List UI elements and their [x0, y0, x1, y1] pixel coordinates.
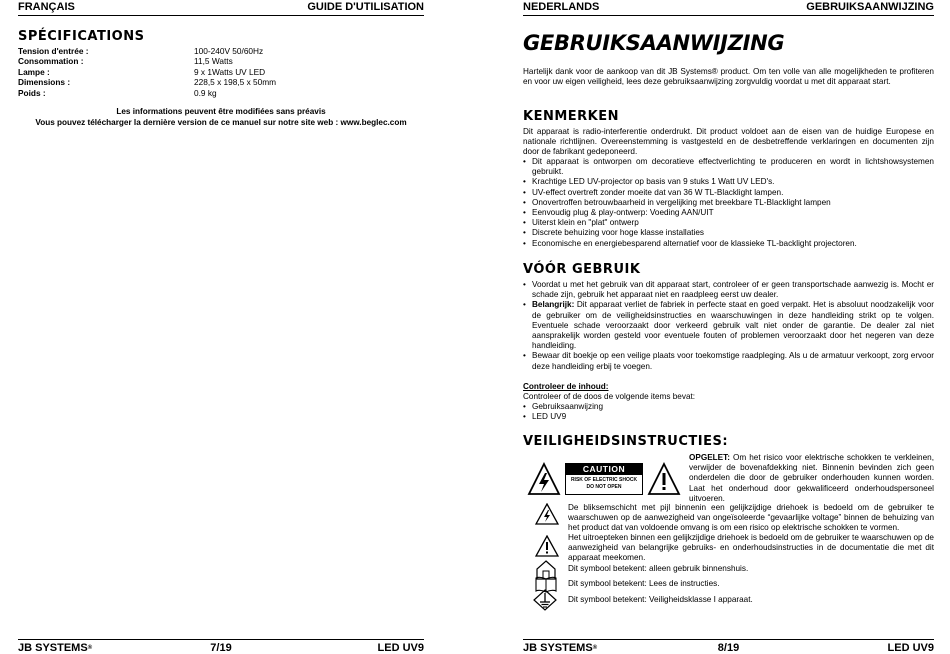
spec-key: Poids :: [18, 87, 46, 98]
list-item: • UV-effect overtreft zonder moeite dat van 36 W TL-Blacklight lampen.: [523, 188, 934, 198]
spec-value: 0.9 kg: [194, 87, 217, 98]
caution-label: CAUTION: [566, 464, 642, 475]
spec-value: 228,5 x 198,5 x 50mm: [194, 77, 277, 88]
footer-page-number: 7/19: [210, 642, 232, 654]
footer-brand: JB SYSTEMS®: [18, 642, 93, 654]
safety-class-icon: [533, 589, 557, 611]
lightning-warning-icon: [527, 462, 561, 496]
list-item: • Voordat u met het gebruik van dit apparaat start, controleer of er geen transportschade aanwezig is. Mocht er schade zijn, gebruik het apparaat niet en raadpleeg eerst uw dealer.: [523, 280, 934, 300]
indoor-symbol-text: Dit symbool betekent: alleen gebruik binnenshuis.: [568, 564, 749, 573]
manual-title: GEBRUIKSAANWIJZING: [523, 31, 785, 55]
specifications-heading: SPÉCIFICATIONS: [18, 29, 145, 44]
read-instructions-symbol-text: Dit symbool betekent: Lees de instructies.: [568, 579, 720, 588]
exclamation-symbol-text: Het uitroepteken binnen een gelijkzijdige driehoek is bedoeld om de gebruiker te waarschuwen op de aanwezigheid van belangrijke gebruiks- en onderhoudsinstructies in de documentatie die met dit apparaat meekomen.: [568, 533, 934, 563]
spec-value: 9 x 1Watts UV LED: [194, 66, 266, 77]
list-item: • Krachtige LED UV-projector op basis van 9 stuks 1 Watt UV LED's.: [523, 177, 934, 187]
intro-paragraph: Hartelijk dank voor de aankoop van dit JB Systems® product. Om ten volle van alle mogelijkheden te profiteren en voor uw eigen veiligheid, lees deze gebruiksaanwijzing zorgvuldig voordat u met dit apparaat start.: [523, 67, 934, 87]
safety-class-symbol-text: Dit symbool betekent: Veiligheidsklasse I apparaat.: [568, 595, 753, 604]
footer-page-number: 8/19: [717, 642, 740, 654]
kenmerken-heading: KENMERKEN: [523, 109, 619, 124]
list-item: • Economische en energiebesparend alternatief voor de klassieke TL-backlight projectoren.: [523, 239, 934, 249]
left-page: [18, 0, 424, 654]
exclamation-warning-icon: [647, 462, 681, 496]
header-guide-title: GEBRUIKSAANWIJZING: [806, 1, 934, 13]
list-item: • Belangrijk: Dit apparaat verliet de fabriek in perfecte staat en goed verpakt. Het is absoluut noodzakelijk voor de gebruiker om de veiligheidsinstructies en waarschuwingen in deze handleiding strikt op te volgen. Eventuele schade veroorzaakt door verkeerd gebruik valt niet onder de garantie. De dealer zal niet aansprakelijk worden gesteld voor eventuele fouten of problemen veroorzaakt door het negeren van deze handleiding.: [523, 300, 934, 351]
caution-sub-2: DO NOT OPEN: [586, 484, 622, 490]
header-language: NEDERLANDS: [523, 1, 600, 13]
page-footer: [18, 639, 424, 654]
veiligheid-heading: VEILIGHEIDSINSTRUCTIES:: [523, 434, 729, 449]
right-page: [523, 0, 934, 654]
footer-model: LED UV9: [377, 642, 424, 654]
caution-text: OPGELET: Om het risico voor elektrische schokken te verkleinen, verwijder de bovenafdekking niet. Binnenin bevinden zich geen onderdelen die door de gebruiker onderhouden kunnen worden. Laat het onderhoud door gekwalificeerd onderhoudspersoneel uitvoeren.: [689, 453, 934, 503]
kenmerken-list: [523, 157, 934, 249]
spec-value: 100-240V 50/60Hz: [194, 46, 264, 56]
spec-value: 11,5 Watts: [194, 56, 233, 67]
caution-label-box: [565, 463, 643, 495]
header-language: FRANÇAIS: [18, 1, 75, 13]
list-item: • Discrete behuizing voor hoge klasse installaties: [523, 228, 934, 238]
list-item: • LED UV9: [523, 412, 934, 422]
exclamation-warning-icon: [535, 535, 559, 557]
change-notice: Les informations peuvent être modifiées sans préavis: [116, 107, 326, 116]
inhoud-intro: Controleer of de doos de volgende items bevat:: [523, 392, 696, 401]
list-item: • Eenvoudig plug & play-ontwerp: Voeding AAN/UIT: [523, 208, 934, 218]
spec-key: Tension d'entrée :: [18, 46, 89, 56]
list-item: • Dit apparaat is ontworpen om decoratieve effectverlichting te produceren en wordt in lichtshowsystemen gebruikt.: [523, 157, 934, 177]
list-item: • Bewaar dit boekje op een veilige plaats voor toekomstige raadpleging. Als u de armatuur verkoopt, zorg ervoor deze handleiding erbij te voegen.: [523, 351, 934, 371]
list-item: • Uiterst klein en "plat" ontwerp: [523, 218, 934, 228]
voor-gebruik-list: [523, 280, 934, 372]
download-notice: Vous pouvez télécharger la dernière version de ce manuel sur notre site web : www.beglec.com: [35, 118, 407, 127]
page-footer: [523, 639, 934, 654]
spec-key: Consommation :: [18, 56, 84, 67]
footer-brand: JB SYSTEMS®: [523, 642, 598, 654]
inhoud-heading: Controleer de inhoud:: [523, 382, 609, 391]
footer-model: LED UV9: [887, 642, 934, 654]
kenmerken-intro: Dit apparaat is radio-interferentie onderdrukt. Dit product voldoet aan de eisen van de huidige Europese en nationale richtlijnen. Overeenstemming is vastgesteld en de desbetreffende verklaringen en documenten zijn door de fabrikant gedeponeerd.: [523, 127, 934, 157]
list-item: • Gebruiksaanwijzing: [523, 402, 934, 412]
list-item: • Onovertroffen betrouwbaarheid in vergelijking met breekbare TL-Blacklight lampen: [523, 198, 934, 208]
spec-key: Lampe :: [18, 66, 50, 77]
spec-key: Dimensions :: [18, 77, 71, 88]
header-guide-title: GUIDE D'UTILISATION: [307, 1, 424, 13]
lightning-warning-icon: [535, 503, 559, 525]
voor-gebruik-heading: VÓÓR GEBRUIK: [523, 262, 641, 277]
page-header: [18, 2, 424, 16]
lightning-symbol-text: De bliksemschicht met pijl binnenin een gelijkzijdige driehoek is bedoeld om de gebruiker te waarschuwen op de aanwezigheid van ongeïsoleerde “gevaarlijke voltage” binnen de behuizing van het product dat van voldoende omvang is om een risico op elektrische schokken te vormen.: [568, 503, 934, 533]
page-header: [523, 2, 934, 16]
inhoud-list: [523, 402, 934, 422]
caution-sub-1: RISK OF ELECTRIC SHOCK: [570, 477, 638, 483]
